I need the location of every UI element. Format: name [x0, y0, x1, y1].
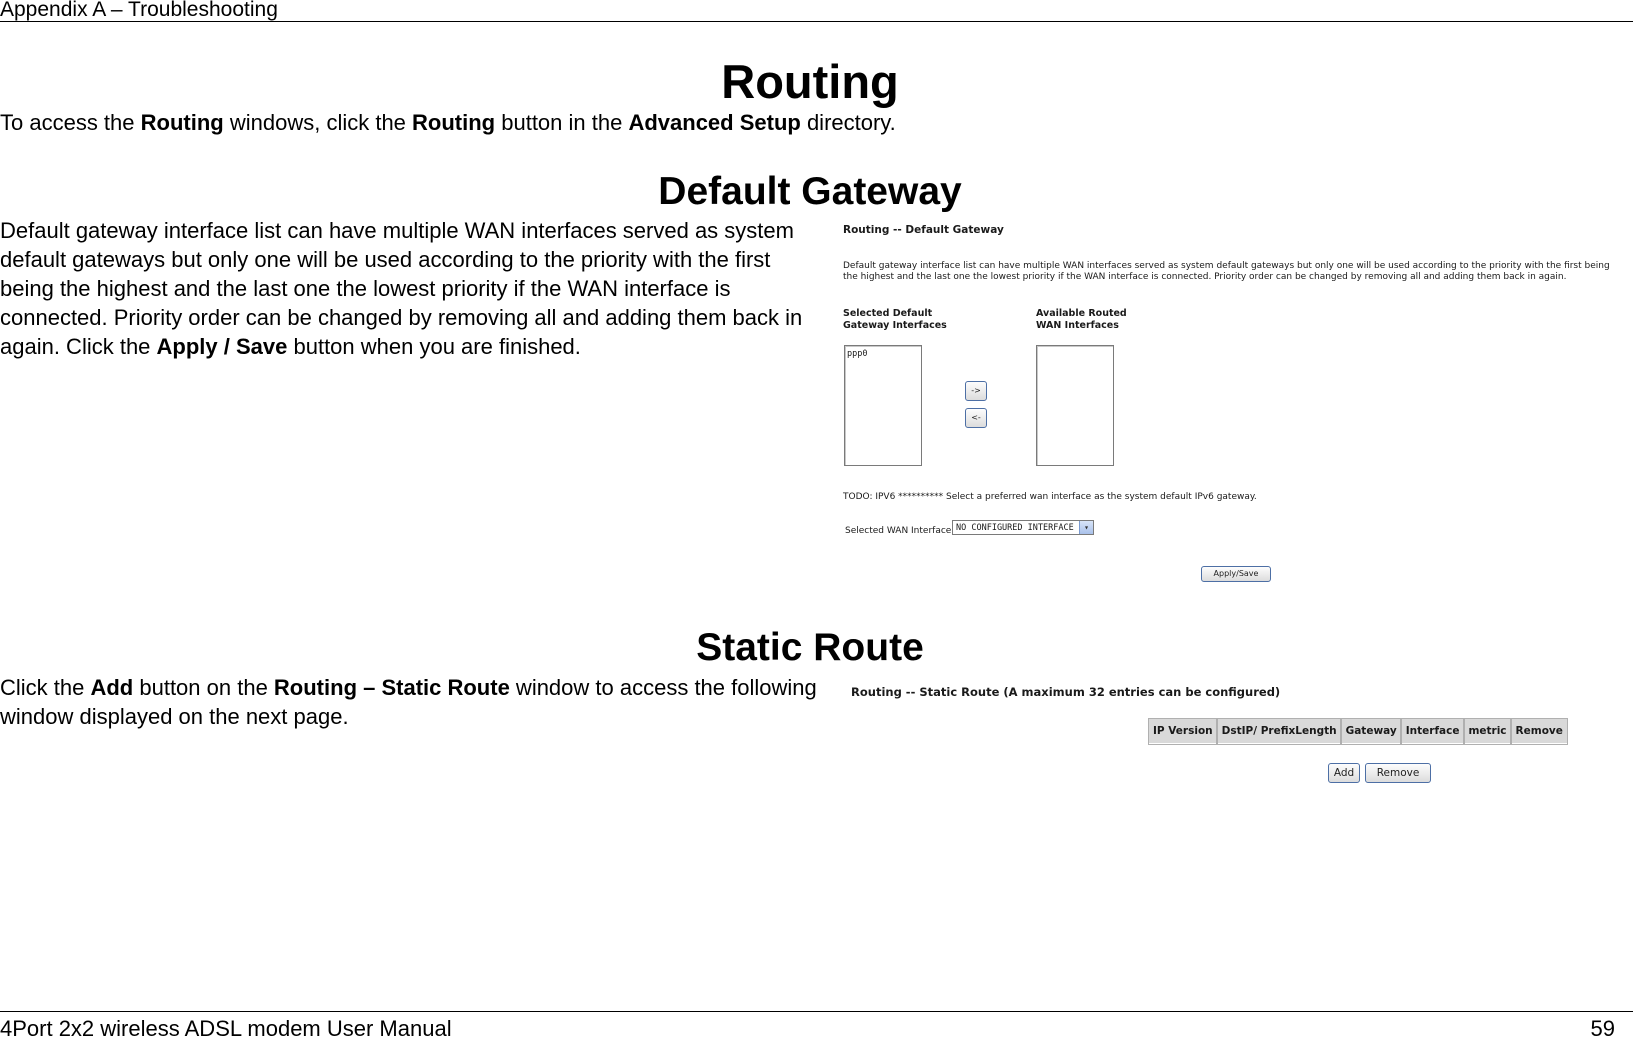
- add-button[interactable]: Add: [1328, 763, 1360, 783]
- footer-divider: [0, 1011, 1633, 1012]
- header-divider: [0, 21, 1633, 22]
- column-header: DstIP/ PrefixLength: [1217, 719, 1341, 744]
- screenshot-description: Default gateway interface list can have multiple WAN interfaces served as system default gateways but only one will be used according to the priority with the first being the highest and the last one the lowest priority if the WAN interface is connected. Priority order can be changed by removing all and adding them back in again.: [843, 261, 1610, 282]
- default-gateway-heading: Default Gateway: [658, 170, 962, 213]
- move-left-button[interactable]: <-: [965, 408, 987, 428]
- column-header: Gateway: [1341, 719, 1401, 744]
- column-header: metric: [1464, 719, 1511, 744]
- page-header: Appendix A – Troubleshooting: [0, 0, 278, 21]
- remove-button[interactable]: Remove: [1365, 763, 1431, 783]
- move-right-button[interactable]: ->: [965, 381, 987, 401]
- available-wan-listbox[interactable]: [1036, 345, 1114, 466]
- page-number: 59: [1590, 1016, 1615, 1041]
- selected-gateway-listbox[interactable]: [844, 345, 922, 466]
- column-header: Interface: [1401, 719, 1464, 744]
- default-gateway-screenshot: [840, 224, 1620, 584]
- listbox-option[interactable]: ppp0: [847, 349, 868, 359]
- selected-gateway-label: Selected Default Gateway Interfaces: [843, 308, 947, 331]
- ipv6-todo-text: TODO: IPV6 ********** Select a preferred wan interface as the system default IPv6 gateway.: [843, 492, 1257, 502]
- apply-save-button[interactable]: Apply/Save: [1201, 566, 1271, 582]
- wan-interface-label: Selected WAN Interface: [845, 526, 952, 536]
- footer-manual-title: 4Port 2x2 wireless ADSL modem User Manual: [0, 1016, 452, 1041]
- static-route-heading: Static Route: [696, 626, 924, 669]
- column-header: IP Version: [1149, 719, 1218, 744]
- page-title: Routing: [721, 55, 899, 108]
- static-route-table: [1148, 718, 1568, 744]
- column-header: Remove: [1511, 719, 1567, 744]
- chevron-down-icon[interactable]: ▾: [1079, 521, 1093, 534]
- wan-interface-select[interactable]: [952, 520, 1094, 535]
- intro-paragraph: To access the Routing windows, click the Routing button in the Advanced Setup directory.: [0, 110, 896, 135]
- screenshot-title: Routing -- Static Route (A maximum 32 entries can be configured): [851, 685, 1281, 699]
- wan-interface-value: NO CONFIGURED INTERFACE: [956, 523, 1074, 533]
- static-route-paragraph: Click the Add button on the Routing – Static Route window to access the following window displayed on the next page.: [0, 675, 817, 729]
- screenshot-title: Routing -- Default Gateway: [843, 224, 1004, 236]
- available-wan-label: Available Routed WAN Interfaces: [1036, 308, 1127, 331]
- table-header-row: [1149, 719, 1568, 744]
- static-route-screenshot: [840, 680, 1620, 790]
- default-gateway-paragraph: Default gateway interface list can have multiple WAN interfaces served as system default gateways but only one will be used according to the priority with the first being the highest and the last one the lowest priority if the WAN interface is connected. Priority order can be changed by removing all and adding them back in again. Click the Apply / Save button when you are finished.: [0, 218, 803, 359]
